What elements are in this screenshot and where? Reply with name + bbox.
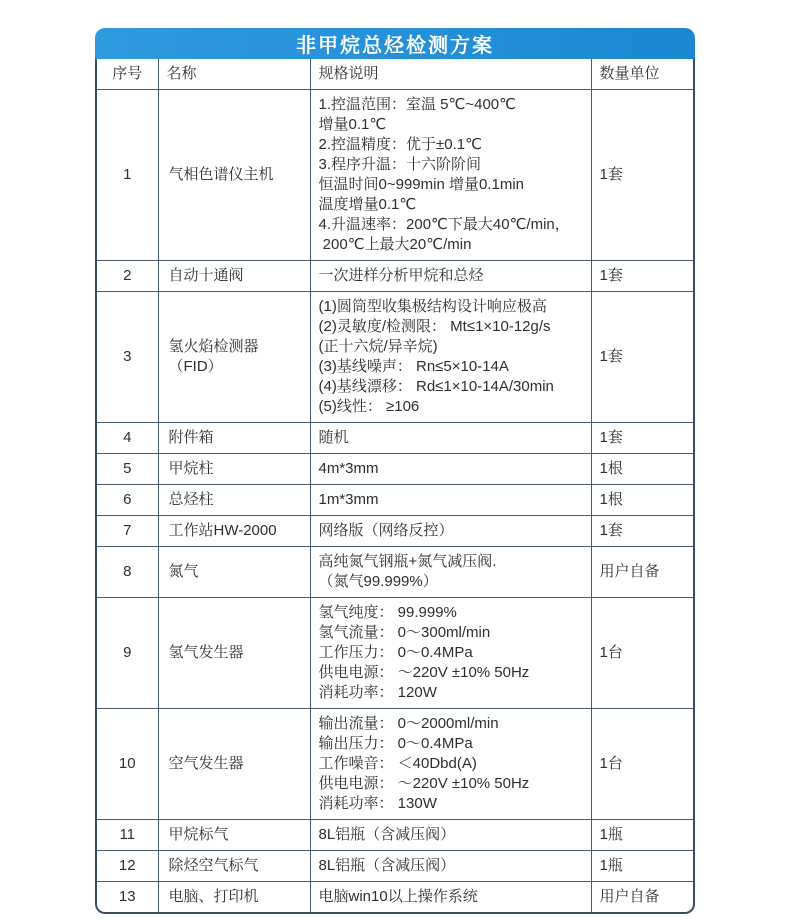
table-row bbox=[97, 485, 695, 516]
spec-cell bbox=[310, 547, 591, 598]
spec-line: 工作噪音： ＜40Dbd(A) bbox=[318, 755, 477, 772]
item-name-cell: 附件箱 bbox=[158, 423, 310, 454]
spec-line: 电脑win10以上操作系统 bbox=[318, 888, 478, 905]
spec-cell bbox=[310, 851, 591, 882]
spec-table-container bbox=[95, 59, 695, 914]
row-index-cell: 4 bbox=[97, 423, 158, 454]
spec-line: (1)圆筒型收集极结构设计响应极高 bbox=[318, 298, 547, 315]
spec-line: 4.升温速率：200℃下最大40℃/min， bbox=[318, 216, 570, 233]
spec-cell bbox=[310, 882, 591, 913]
spec-line: 恒温时间0~999min 增量0.1min bbox=[318, 176, 524, 193]
spec-line: 3.程序升温：十六阶阶间 bbox=[318, 156, 482, 173]
spec-line: 8L铝瓶（含减压阀） bbox=[318, 826, 456, 843]
quantity-cell: 1套 bbox=[591, 423, 695, 454]
quantity-cell: 1套 bbox=[591, 292, 695, 423]
header-cell-name: 名称 bbox=[158, 59, 310, 90]
spec-line: 1.控温范围：室温 5℃~400℃ bbox=[318, 96, 516, 113]
spec-line: 网络版（网络反控） bbox=[318, 522, 454, 539]
table-row bbox=[97, 90, 695, 261]
spec-cell bbox=[310, 423, 591, 454]
spec-line: 200℃上最大20℃/min bbox=[318, 236, 472, 253]
spec-cell bbox=[310, 261, 591, 292]
spec-line: (2)灵敏度/检测限： Mt≤1×10-12g/s bbox=[318, 318, 551, 335]
spec-line: 2.控温精度：优于±0.1℃ bbox=[318, 136, 482, 153]
table-row bbox=[97, 851, 695, 882]
quantity-cell: 1瓶 bbox=[591, 851, 695, 882]
spec-cell bbox=[310, 709, 591, 820]
spec-line: 一次进样分析甲烷和总烃 bbox=[318, 267, 484, 284]
table-row bbox=[97, 292, 695, 423]
item-name-cell: 氮气 bbox=[158, 547, 310, 598]
item-name-cell: 工作站HW-2000 bbox=[158, 516, 310, 547]
table-body bbox=[97, 90, 695, 913]
header-cell-qty: 数量单位 bbox=[591, 59, 695, 90]
quantity-cell: 1瓶 bbox=[591, 820, 695, 851]
row-index-cell: 1 bbox=[97, 90, 158, 261]
spec-cell bbox=[310, 90, 591, 261]
spec-line: (5)线性： ≥106 bbox=[318, 398, 420, 415]
spec-line: (正十六烷/异辛烷) bbox=[318, 338, 438, 355]
spec-line: 温度增量0.1℃ bbox=[318, 196, 417, 213]
quantity-cell: 1套 bbox=[591, 516, 695, 547]
quantity-cell: 1根 bbox=[591, 485, 695, 516]
item-name-cell: 氢火焰检测器（FID） bbox=[158, 292, 310, 423]
sheet-title-bar bbox=[95, 28, 695, 59]
table-row bbox=[97, 261, 695, 292]
row-index-cell: 10 bbox=[97, 709, 158, 820]
spec-line: （氮气99.999%） bbox=[318, 573, 438, 590]
quantity-cell: 用户自备 bbox=[591, 547, 695, 598]
spec-cell bbox=[310, 454, 591, 485]
spec-line: 1m*3mm bbox=[318, 491, 379, 508]
spec-cell bbox=[310, 516, 591, 547]
header-cell-spec: 规格说明 bbox=[310, 59, 591, 90]
spec-line: 氢气流量： 0～300ml/min bbox=[318, 624, 491, 641]
quantity-cell: 1套 bbox=[591, 90, 695, 261]
spec-cell bbox=[310, 820, 591, 851]
spec-line: 供电电源： ～220V ±10% 50Hz bbox=[318, 664, 530, 681]
row-index-cell: 2 bbox=[97, 261, 158, 292]
item-name-cell: 除烃空气标气 bbox=[158, 851, 310, 882]
table-row bbox=[97, 454, 695, 485]
item-name-cell: 甲烷柱 bbox=[158, 454, 310, 485]
spec-line: 工作压力： 0～0.4MPa bbox=[318, 644, 473, 661]
spec-line: 增量0.1℃ bbox=[318, 116, 387, 133]
table-row bbox=[97, 423, 695, 454]
table-row bbox=[97, 820, 695, 851]
item-name-cell: 总烃柱 bbox=[158, 485, 310, 516]
spec-cell bbox=[310, 485, 591, 516]
spec-sheet bbox=[95, 28, 695, 914]
row-index-cell: 11 bbox=[97, 820, 158, 851]
spec-line: 高纯氮气钢瓶+氮气减压阀. bbox=[318, 553, 497, 570]
item-name-cell: 空气发生器 bbox=[158, 709, 310, 820]
table-row bbox=[97, 709, 695, 820]
spec-line: 输出压力： 0～0.4MPa bbox=[318, 735, 473, 752]
row-index-cell: 9 bbox=[97, 598, 158, 709]
row-index-cell: 5 bbox=[97, 454, 158, 485]
spec-line: 消耗功率： 120W bbox=[318, 684, 437, 701]
spec-line: (3)基线噪声： Rn≤5×10-14A bbox=[318, 358, 509, 375]
row-index-cell: 3 bbox=[97, 292, 158, 423]
row-index-cell: 12 bbox=[97, 851, 158, 882]
spec-line: (4)基线漂移： Rd≤1×10-14A/30min bbox=[318, 378, 554, 395]
item-name-cell: 电脑、打印机 bbox=[158, 882, 310, 913]
item-name-cell: 甲烷标气 bbox=[158, 820, 310, 851]
quantity-cell: 1台 bbox=[591, 709, 695, 820]
item-name-cell: 自动十通阀 bbox=[158, 261, 310, 292]
quantity-cell: 1根 bbox=[591, 454, 695, 485]
item-name-cell: 氢气发生器 bbox=[158, 598, 310, 709]
row-index-cell: 6 bbox=[97, 485, 158, 516]
table-row bbox=[97, 547, 695, 598]
spec-line: 消耗功率： 130W bbox=[318, 795, 437, 812]
table-header-row bbox=[97, 59, 695, 90]
spec-line: 4m*3mm bbox=[318, 460, 379, 477]
spec-line: 8L铝瓶（含减压阀） bbox=[318, 857, 456, 874]
row-index-cell: 8 bbox=[97, 547, 158, 598]
table-row bbox=[97, 882, 695, 913]
quantity-cell: 1台 bbox=[591, 598, 695, 709]
spec-cell bbox=[310, 292, 591, 423]
spec-line: 氢气纯度： 99.999% bbox=[318, 604, 457, 621]
spec-line: 供电电源： ～220V ±10% 50Hz bbox=[318, 775, 530, 792]
spec-cell bbox=[310, 598, 591, 709]
row-index-cell: 7 bbox=[97, 516, 158, 547]
header-cell-index: 序号 bbox=[97, 59, 158, 90]
spec-line: 输出流量： 0～2000ml/min bbox=[318, 715, 499, 732]
row-index-cell: 13 bbox=[97, 882, 158, 913]
sheet-title: 非甲烷总烃检测方案 bbox=[296, 35, 494, 57]
table-row bbox=[97, 598, 695, 709]
quantity-cell: 用户自备 bbox=[591, 882, 695, 913]
spec-line: 随机 bbox=[318, 429, 349, 446]
spec-table bbox=[97, 59, 695, 912]
quantity-cell: 1套 bbox=[591, 261, 695, 292]
item-name-cell: 气相色谱仪主机 bbox=[158, 90, 310, 261]
table-row bbox=[97, 516, 695, 547]
